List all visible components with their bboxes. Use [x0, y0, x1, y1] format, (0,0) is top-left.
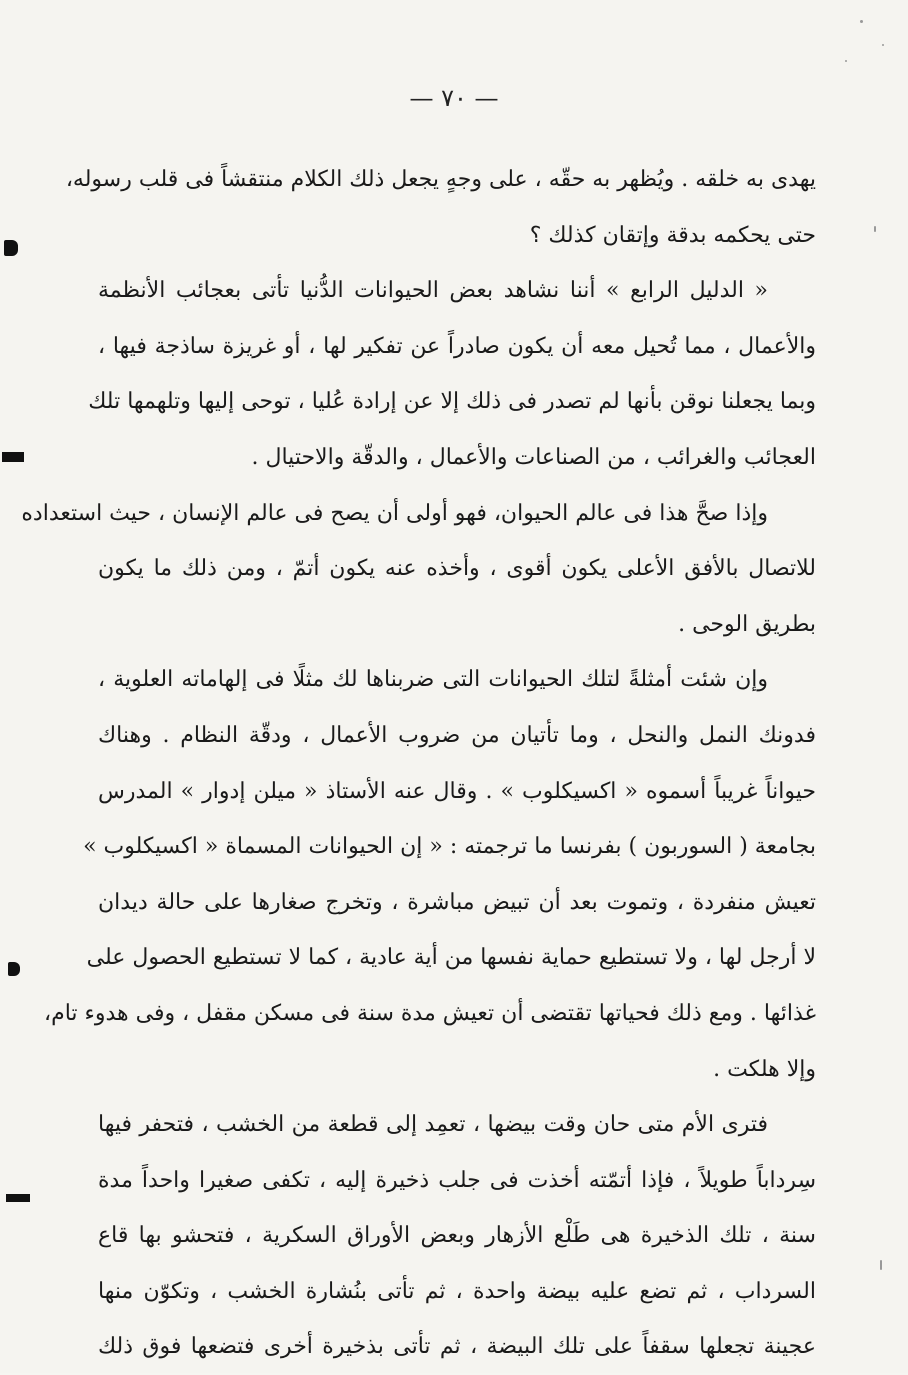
text-line: عجينة تجعلها سقفاً على تلك البيضة ، ثم تأتى بذخيرة أخرى فتضعها فوق ذلك [98, 1334, 816, 1360]
text-line: سِرداباً طويلاً ، فإذا أتمّته أخذت فى جلب ذخيرة إليه ، تكفى صغيرا واحداً مدة [98, 1167, 816, 1193]
body-text [21, 152, 816, 1375]
text-line: بطريق الوحى . [678, 611, 816, 637]
text-line: غذائها . ومع ذلك فحياتها تقتضى أن تعيش مدة سنة فى مسكن مقفل ، وفى هدوء تام، [43, 1000, 816, 1026]
text-line: بجامعة ( السوربون ) بفرنسا ما ترجمته : « إن الحيوانات المسماة « اكسيكلوب » [83, 834, 816, 860]
text-line: للاتصال بالأفق الأعلى يكون أقوى ، وأخذه عنه يكون أتمّ ، ومن ذلك ما يكون [98, 556, 816, 582]
scan-speck [880, 1260, 882, 1270]
scan-speck [845, 60, 847, 62]
page-number: — ٧٠ — [409, 84, 499, 112]
text-line: سنة ، تلك الذخيرة هى طَلْع الأزهار وبعض الأوراق السكرية ، فتحشو بها قاع [98, 1223, 816, 1249]
text-line: والأعمال ، مما تُحيل معه أن يكون صادراً عن تفكير لها ، أو غريزة ساذجة فيها ، [98, 333, 816, 359]
binding-mark [4, 240, 18, 256]
text-line: وإذا صحَّ هذا فى عالم الحيوان، فهو أولى أن يصح فى عالم الإنسان ، حيث استعداده [21, 500, 768, 526]
text-line: فترى الأم متى حان وقت بيضها ، تعمِد إلى قطعة من الخشب ، فتحفر فيها [98, 1112, 768, 1138]
text-line: وإلا هلكت . [713, 1056, 816, 1082]
text-line: فدونك النمل والنحل ، وما تأتيان من ضروب الأعمال ، ودقّة النظام . وهناك [98, 722, 816, 748]
scan-speck [860, 20, 863, 23]
text-line: العجائب والغرائب ، من الصناعات والأعمال ، والدقّة والاحتيال . [251, 444, 816, 470]
scan-speck [874, 226, 876, 232]
binding-mark [6, 1194, 30, 1202]
text-line: وبما يجعلنا نوقن بأنها لم تصدر فى ذلك إلا عن إرادة عُليا ، توحى إليها وتلهمها تلك [88, 389, 816, 415]
text-line: لا أرجل لها ، ولا تستطيع حماية نفسها من أية عادية ، كما لا تستطيع الحصول على [86, 945, 816, 971]
binding-mark [2, 452, 24, 462]
text-line: يهدى به خلقه . ويُظهر به حقّه ، على وجهٍ يجعل ذلك الكلام منتقشاً فى قلب رسوله، [65, 167, 816, 192]
text-line: حيواناً غريباً أسموه « اكسيكلوب » . وقال عنه الأستاذ « ميلن إدوار » المدرس [98, 778, 816, 804]
text-line: وإن شئت أمثلةً لتلك الحيوانات التى ضربناها لك مثلًا فى إلهاماته العلوية ، [98, 667, 768, 693]
text-line: « الدليل الرابع » أننا نشاهد بعض الحيوانات الدُّنيا تأتى بعجائب الأنظمة [98, 278, 768, 304]
text-line: تعيش منفردة ، وتموت بعد أن تبيض مباشرة ، وتخرج صغارها على حالة ديدان [98, 889, 816, 915]
scan-speck [882, 44, 884, 46]
text-line: السرداب ، ثم تضع عليه بيضة واحدة ، ثم تأتى بنُشارة الخشب ، وتكوّن منها [98, 1278, 816, 1304]
binding-mark [8, 962, 20, 976]
text-line: حتى يحكمه بدقة وإتقان كذلك ؟ [529, 222, 816, 248]
